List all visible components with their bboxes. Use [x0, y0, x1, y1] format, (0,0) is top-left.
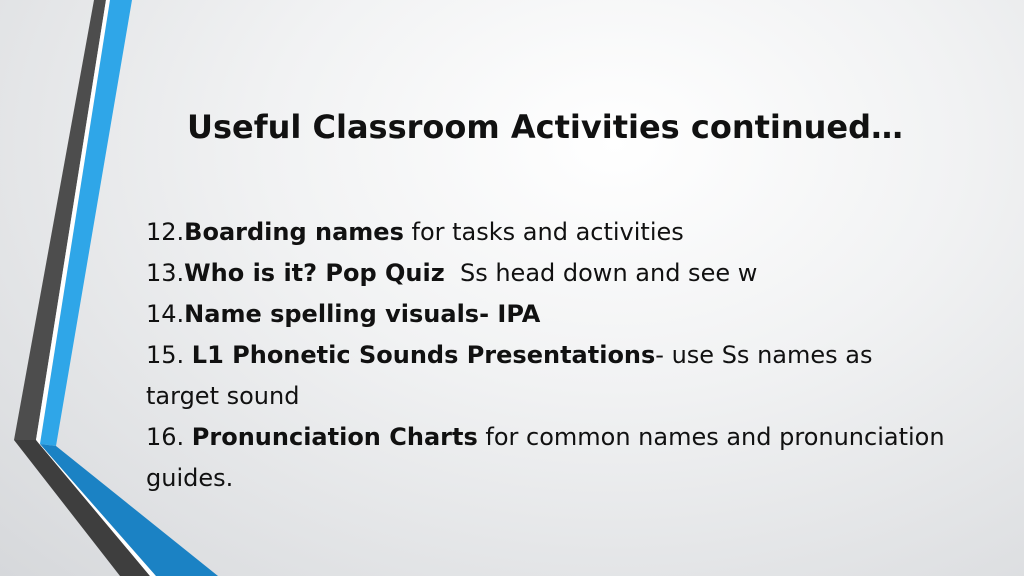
item-number: 15. — [146, 341, 192, 369]
activity-list — [146, 212, 946, 499]
item-text: for common names and pronunciation guides. — [146, 423, 945, 492]
item-text: - use Ss names as target sound — [146, 341, 873, 410]
list-item-15 — [146, 335, 946, 417]
item-bold-text: Who is it? Pop Quiz — [184, 259, 445, 287]
slide-title: Useful Classroom Activities continued… — [186, 108, 904, 146]
item-bold-text: Boarding names — [184, 218, 404, 246]
item-number: 16. — [146, 423, 192, 451]
list-item-13 — [146, 253, 946, 294]
item-text: for tasks and activities — [403, 218, 684, 246]
list-item-16 — [146, 417, 946, 499]
item-text: Ss head down and see w — [444, 259, 758, 287]
item-bold-text: L1 Phonetic Sounds Presentations — [191, 341, 656, 369]
item-bold-text: Pronunciation Charts — [191, 423, 478, 451]
list-item-12 — [146, 212, 946, 253]
item-number: 13. — [146, 259, 185, 287]
item-bold-text: Name spelling visuals- IPA — [184, 300, 541, 328]
white-separator-lower — [36, 440, 156, 576]
white-separator — [36, 0, 110, 444]
item-number: 14. — [146, 300, 185, 328]
item-number: 12. — [146, 218, 185, 246]
list-item-14 — [146, 294, 946, 335]
